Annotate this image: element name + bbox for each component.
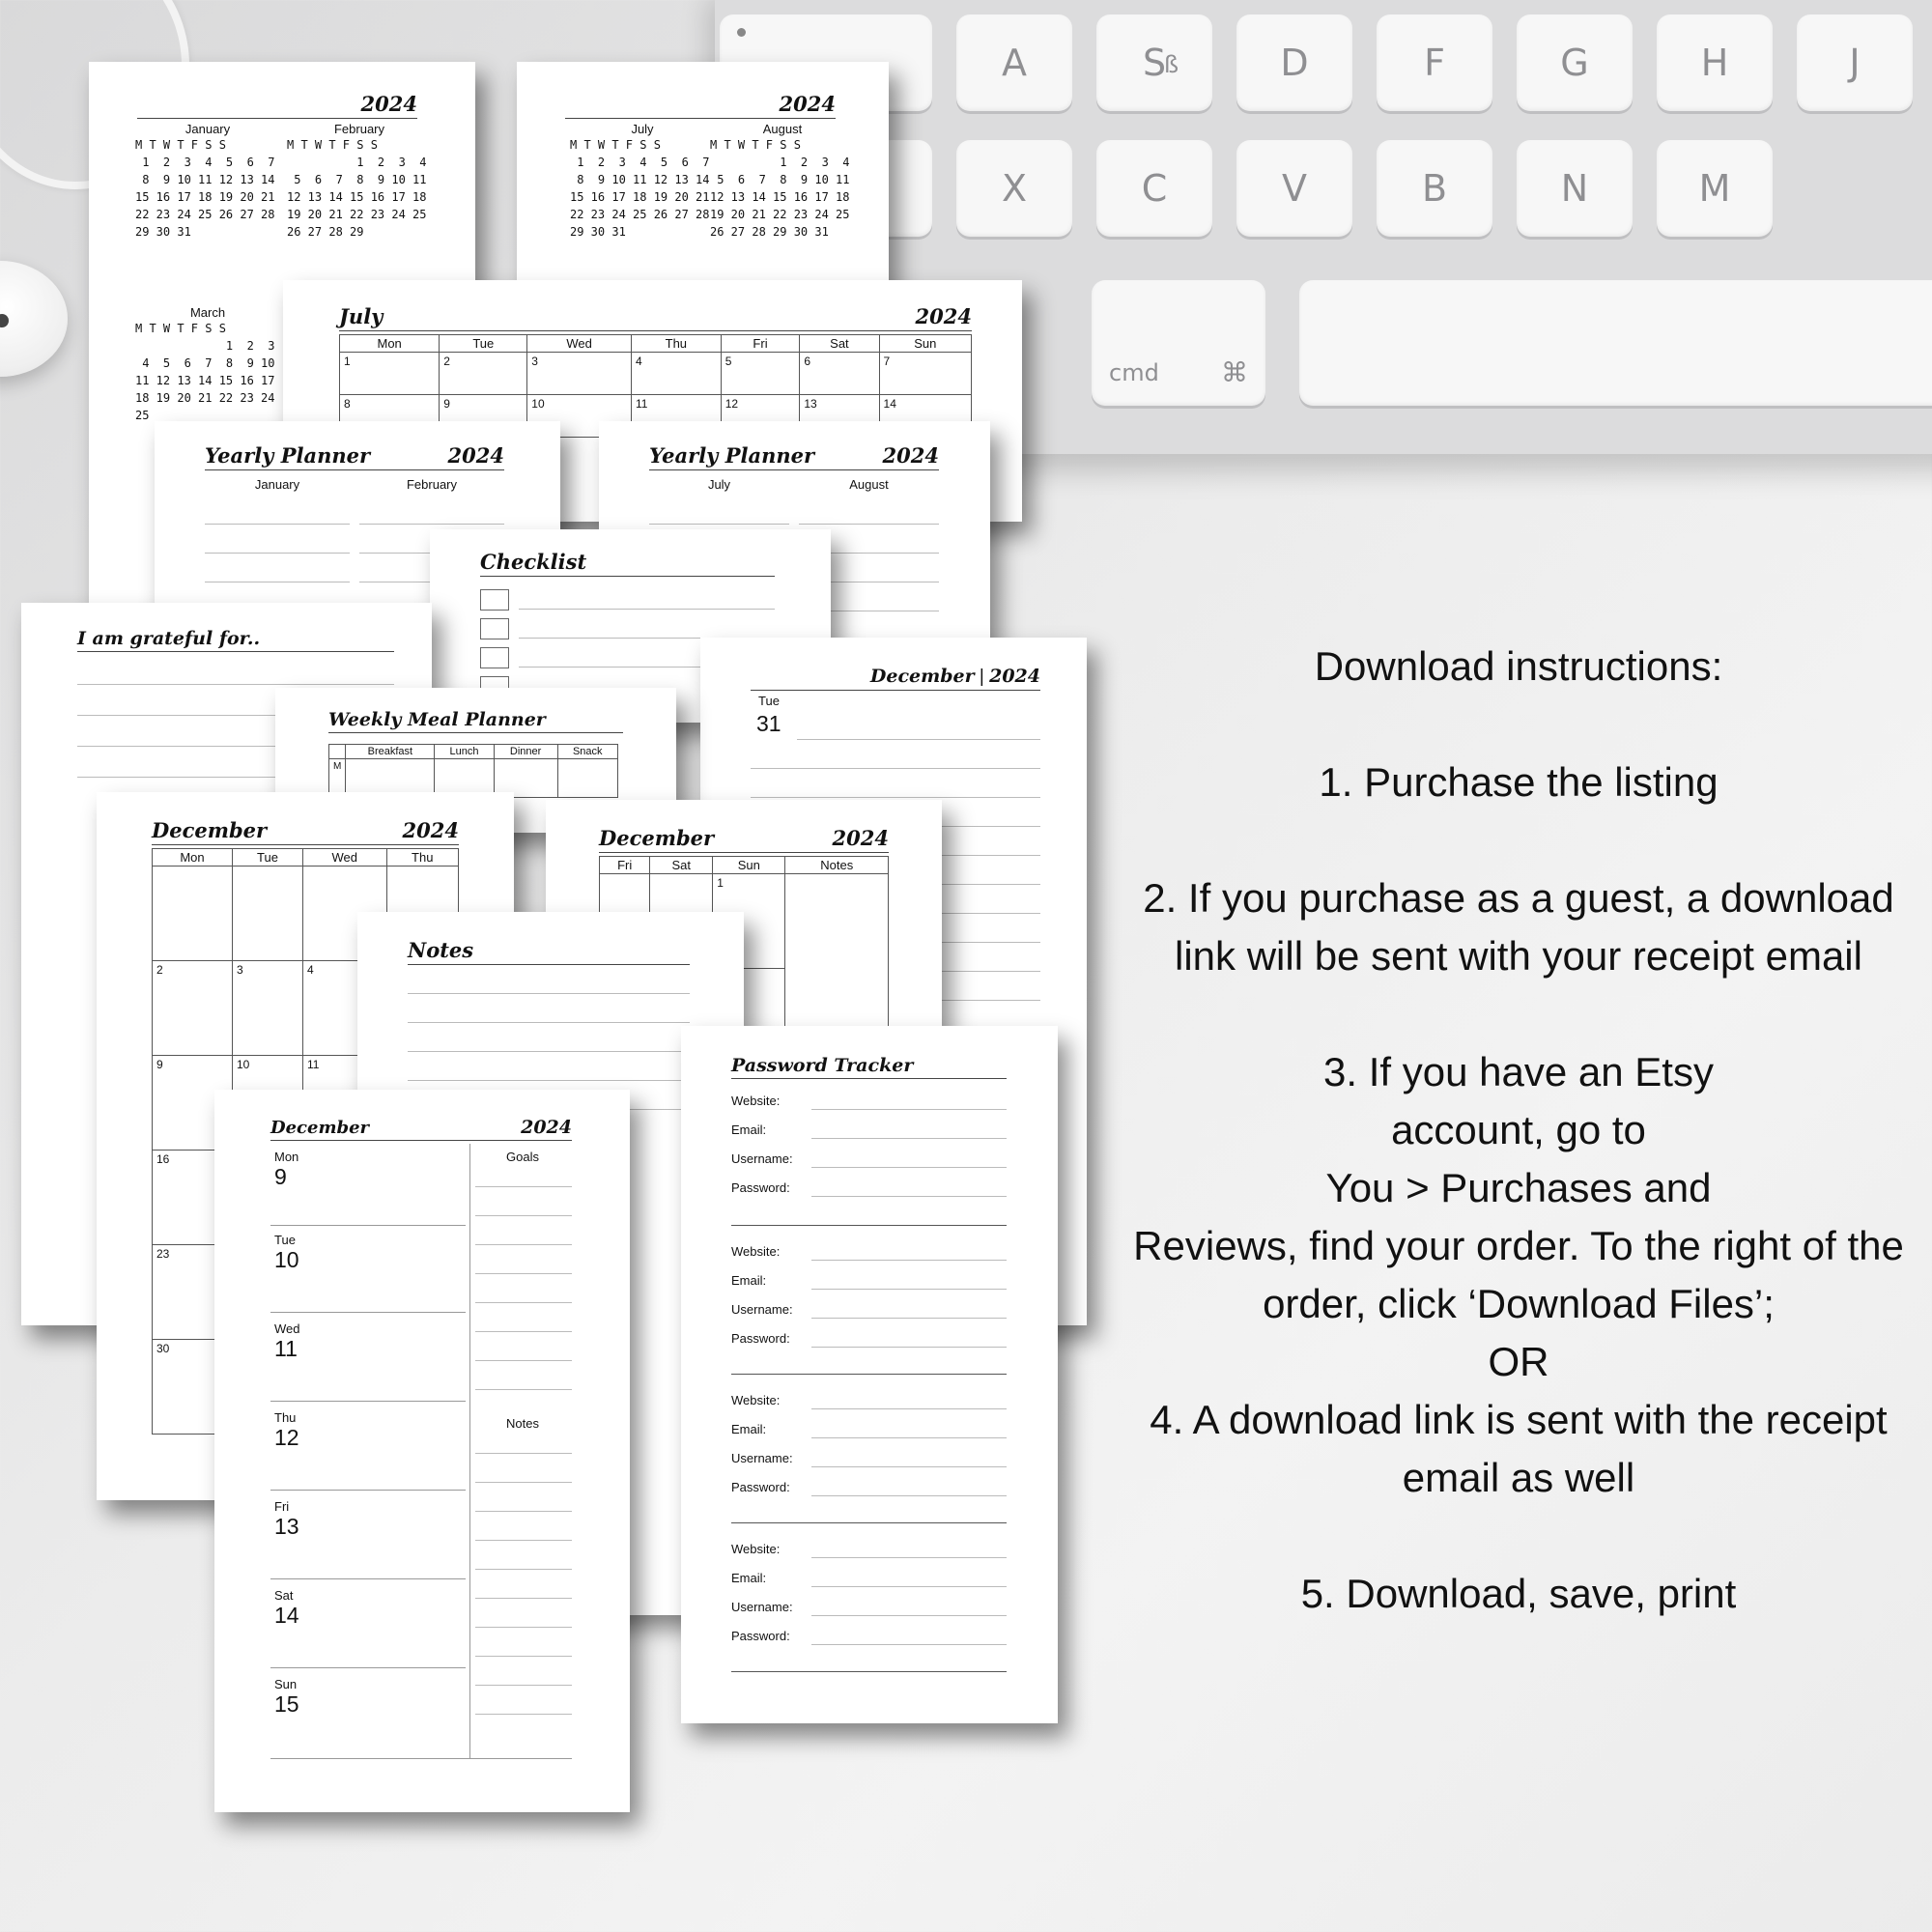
writing-line: [408, 1051, 690, 1052]
key-x: X: [956, 140, 1072, 237]
year-label: 2024: [521, 1117, 572, 1138]
password-label: Password:: [731, 1331, 790, 1346]
weekday-header: Tue: [440, 335, 527, 353]
writing-line: [475, 1714, 572, 1715]
year-calendar-header: [137, 81, 417, 119]
meal-cell: [557, 759, 617, 798]
writing-line: [408, 1022, 690, 1023]
gratitude-title: I am grateful for..: [77, 628, 261, 649]
password-tracker-header: [731, 1045, 1007, 1079]
entry-divider: [731, 1374, 1007, 1375]
writing-line: [811, 1167, 1007, 1168]
password-tracker-page: [681, 1026, 1058, 1723]
mini-week: 5 6 7 8 9 10 11: [710, 173, 850, 186]
key-b: B: [1377, 140, 1492, 237]
gratitude-header: [77, 618, 394, 652]
email-label: Email:: [731, 1273, 767, 1288]
weekday-header: Thu: [631, 335, 721, 353]
mini-month-weekdays: M T W T F S S: [710, 138, 801, 152]
daily-month: December: [869, 666, 975, 687]
daily-separator: |: [979, 667, 984, 687]
weekly-page: [214, 1090, 630, 1812]
day-cell: 9: [153, 1056, 233, 1151]
meal-grid: [328, 744, 618, 798]
year-label: 2024: [402, 818, 459, 842]
instruction-or: OR: [1488, 1339, 1549, 1384]
notes-header: Notes: [785, 857, 889, 874]
caps-led-icon: [737, 28, 746, 37]
weekday-label: Sat: [274, 1588, 294, 1603]
meal-column-snack: Snack: [557, 745, 617, 759]
instruction-step-3-line-2: account, go to: [1391, 1107, 1646, 1152]
writing-line: [408, 1080, 690, 1081]
password-tracker-title: Password Tracker: [731, 1055, 914, 1076]
weekday-header: Sun: [713, 857, 785, 874]
day-cell: [232, 867, 302, 961]
day-cell: 10: [527, 395, 632, 438]
writing-line: [475, 1569, 572, 1570]
website-label: Website:: [731, 1542, 781, 1556]
instruction-step-4: 4. A download link is sent with the receipt email as well: [1150, 1397, 1888, 1500]
instructions-heading: Download instructions:: [1314, 643, 1723, 689]
date-number: 13: [274, 1514, 299, 1539]
weekly-day-wed: [274, 1321, 300, 1362]
instruction-step-2: 2. If you purchase as a guest, a download link will be sent with your receipt email: [1143, 875, 1894, 979]
key-f: F: [1377, 14, 1492, 111]
mini-week: 12 13 14 15 16 17 18: [287, 190, 427, 204]
weekly-day-sat: [274, 1588, 299, 1629]
key-m: M: [1657, 140, 1773, 237]
meal-column-breakfast: Breakfast: [346, 745, 435, 759]
writing-line: [475, 1273, 572, 1274]
date-number: 12: [274, 1425, 299, 1450]
day-cell: 3: [232, 961, 302, 1056]
weekday-label: Wed: [274, 1321, 300, 1336]
weekday-header: Sat: [800, 335, 879, 353]
writing-line: [811, 1318, 1007, 1319]
instruction-step-3-line-1: 3. If you have an Etsy: [1323, 1049, 1714, 1094]
year-calendar-header: [565, 81, 836, 119]
key-n: N: [1517, 140, 1633, 237]
mini-week: 22 23 24 25 26 27 28: [570, 208, 710, 221]
daily-weekday: Tue: [758, 694, 780, 708]
writing-line: [799, 524, 939, 525]
weekly-day-thu: [274, 1410, 299, 1451]
mini-week: 15 16 17 18 19 20 21: [570, 190, 710, 204]
writing-line: [811, 1615, 1007, 1616]
writing-line: [205, 524, 350, 525]
writing-line: [751, 797, 1040, 798]
writing-line: [475, 1598, 572, 1599]
day-divider: [270, 1225, 466, 1226]
mini-week: 5 6 7 8 9 10 11: [287, 173, 427, 186]
writing-line: [811, 1109, 1007, 1110]
writing-line: [475, 1186, 572, 1187]
key-s-sub: ß: [1164, 51, 1179, 78]
key-c: C: [1096, 140, 1212, 237]
mini-week: 26 27 28 29: [287, 225, 364, 239]
mini-week: 8 9 10 11 12 13 14: [570, 173, 710, 186]
website-label: Website:: [731, 1244, 781, 1259]
weekday-label: Mon: [274, 1150, 299, 1164]
notes-header: [408, 929, 690, 965]
weekday-label: Sun: [274, 1677, 298, 1691]
day-cell: 9: [440, 395, 527, 438]
weekday-header: Fri: [721, 335, 800, 353]
date-number: 15: [274, 1691, 299, 1717]
mini-month-weekdays: M T W T F S S: [135, 138, 226, 152]
email-label: Email:: [731, 1571, 767, 1585]
writing-line: [811, 1260, 1007, 1261]
writing-line: [811, 1138, 1007, 1139]
instruction-step-3-line-4: Reviews, find your order. To the right of the order, click ‘Download Files’;: [1133, 1223, 1904, 1326]
key-d: D: [1236, 14, 1352, 111]
mini-week: 1 2 3 4: [710, 156, 850, 169]
mini-week: 18 19 20 21 22 23 24: [135, 391, 275, 405]
month-title: December: [152, 818, 268, 842]
column-divider: [469, 1144, 470, 1758]
meal-column-lunch: Lunch: [435, 745, 494, 759]
yearly-planner-header: [205, 439, 504, 470]
date-number: 14: [274, 1603, 299, 1628]
planner-column-january: January: [254, 477, 300, 492]
meal-planner-title: Weekly Meal Planner: [328, 709, 546, 730]
yearly-planner-header: [649, 439, 939, 470]
entry-divider: [731, 1522, 1007, 1523]
entry-divider: [731, 1671, 1007, 1672]
day-divider: [270, 1490, 466, 1491]
mini-month-title: August: [762, 122, 803, 136]
day-cell: 1: [713, 874, 785, 969]
mini-week: 1 2 3 4: [287, 156, 427, 169]
mini-week: 11 12 13 14 15 16 17: [135, 374, 275, 387]
writing-line: [475, 1302, 572, 1303]
writing-line: [811, 1557, 1007, 1558]
year-label: 2024: [447, 443, 504, 468]
website-label: Website:: [731, 1094, 781, 1108]
writing-line: [649, 524, 789, 525]
mini-week: 25: [135, 409, 150, 422]
earbud: [0, 261, 68, 377]
mini-week: 1 2 3: [135, 339, 275, 353]
writing-line: [811, 1495, 1007, 1496]
mini-month-july: [570, 122, 715, 241]
year-calendar-page-2: [517, 62, 889, 294]
writing-line: [475, 1540, 572, 1541]
year-label: 2024: [360, 92, 417, 116]
weekday-header: Mon: [340, 335, 440, 353]
writing-line: [797, 739, 1040, 740]
mini-month-weekdays: M T W T F S S: [570, 138, 661, 152]
key-s: [1096, 14, 1212, 111]
year-label: 2024: [779, 92, 836, 116]
username-label: Username:: [731, 1302, 793, 1317]
date-number: 11: [274, 1336, 298, 1361]
meal-row-label: M: [329, 759, 346, 798]
meal-planner-header: [328, 701, 623, 733]
day-cell: 4: [631, 353, 721, 395]
weekday-header: Fri: [600, 857, 650, 874]
writing-line: [475, 1656, 572, 1657]
mini-month-title: February: [333, 122, 385, 136]
mini-week: 29 30 31: [570, 225, 626, 239]
writing-line: [475, 1627, 572, 1628]
key-g: G: [1517, 14, 1633, 111]
day-cell: [153, 867, 233, 961]
day-cell: 2: [440, 353, 527, 395]
day-cell: 11: [631, 395, 721, 438]
writing-line: [811, 1586, 1007, 1587]
goals-label: Goals: [506, 1150, 539, 1164]
december-header: [152, 808, 459, 845]
writing-line: [475, 1389, 572, 1390]
writing-line: [811, 1408, 1007, 1409]
writing-line: [811, 1196, 1007, 1197]
checklist-title: Checklist: [480, 550, 587, 574]
year-label: 2024: [989, 666, 1040, 687]
username-label: Username:: [731, 1600, 793, 1614]
weekly-day-mon: [274, 1150, 298, 1190]
writing-line: [475, 1482, 572, 1483]
mini-month-february: [287, 122, 432, 241]
entry-divider: [731, 1225, 1007, 1226]
checkbox-icon: [480, 589, 509, 611]
year-label: 2024: [832, 826, 889, 850]
writing-line: [475, 1511, 572, 1512]
weekday-header: Mon: [153, 849, 233, 867]
instruction-step-1: 1. Purchase the listing: [1319, 759, 1719, 805]
weekly-day-fri: [274, 1499, 299, 1540]
mini-month-march: [135, 305, 280, 424]
writing-line: [475, 1215, 572, 1216]
day-cell: 10: [232, 1056, 302, 1151]
weekday-header: Thu: [386, 849, 459, 867]
day-divider: [270, 1312, 466, 1313]
day-cell: 12: [721, 395, 800, 438]
july-header: [339, 299, 972, 331]
key-space: [1299, 280, 1932, 406]
mini-week: 1 2 3 4 5 6 7: [570, 156, 710, 169]
weekday-header: Wed: [303, 849, 386, 867]
instruction-step-3-line-3: You > Purchases and: [1325, 1165, 1712, 1210]
mini-month-title: July: [631, 122, 654, 136]
daily-month-year: [870, 666, 1040, 688]
key-j: J: [1797, 14, 1913, 111]
mini-week: 22 23 24 25 26 27 28: [135, 208, 275, 221]
weekday-header: Sun: [879, 335, 971, 353]
key-v: V: [1236, 140, 1352, 237]
mini-month-weekdays: M T W T F S S: [135, 322, 226, 335]
day-cell: 1: [340, 353, 440, 395]
planner-column-february: February: [406, 477, 458, 492]
mini-week: 15 16 17 18 19 20 21: [135, 190, 275, 204]
key-s-label: S: [1142, 42, 1167, 84]
writing-line: [811, 1289, 1007, 1290]
mini-month-title: March: [189, 305, 226, 320]
key-a: A: [956, 14, 1072, 111]
weekday-label: Fri: [274, 1499, 290, 1514]
day-cell: 14: [879, 395, 971, 438]
mini-week: 4 5 6 7 8 9 10: [135, 356, 275, 370]
mini-week: 26 27 28 29 30 31: [710, 225, 829, 239]
day-cell: 6: [800, 353, 879, 395]
day-divider: [270, 1667, 466, 1668]
day-cell: 8: [340, 395, 440, 438]
checkbox-icon: [480, 618, 509, 639]
planner-title: Yearly Planner: [649, 443, 815, 468]
mini-week: 8 9 10 11 12 13 14: [135, 173, 275, 186]
username-label: Username:: [731, 1451, 793, 1465]
weekday-header: Tue: [232, 849, 302, 867]
writing-line: [475, 1360, 572, 1361]
email-label: Email:: [731, 1122, 767, 1137]
key-cmd: [1092, 280, 1265, 406]
writing-line: [811, 1347, 1007, 1348]
writing-line: [475, 1453, 572, 1454]
mini-week: 19 20 21 22 23 24 25: [710, 208, 850, 221]
mini-week: 29 30 31: [135, 225, 191, 239]
notes-title: Notes: [408, 938, 474, 962]
username-label: Username:: [731, 1151, 793, 1166]
day-divider: [270, 1758, 572, 1759]
checkbox-icon: [480, 647, 509, 668]
writing-line: [205, 553, 350, 554]
writing-line: [811, 1466, 1007, 1467]
weekly-header: [270, 1109, 572, 1141]
cmd-label: cmd: [1109, 359, 1159, 386]
mini-month-title: January: [185, 122, 231, 136]
cmd-symbol-icon: ⌘: [1221, 356, 1248, 388]
writing-line: [77, 684, 394, 685]
day-cell: 11: [303, 1056, 386, 1151]
day-divider: [270, 1578, 466, 1579]
download-instructions: [1132, 638, 1905, 1681]
weekday-header: Wed: [527, 335, 632, 353]
weekly-day-tue: [274, 1233, 299, 1273]
password-label: Password:: [731, 1180, 790, 1195]
instruction-step-5: 5. Download, save, print: [1300, 1571, 1737, 1616]
writing-line: [475, 1331, 572, 1332]
mini-week: 12 13 14 15 16 17 18: [710, 190, 850, 204]
writing-line: [811, 1644, 1007, 1645]
month-title: December: [270, 1118, 370, 1138]
writing-line: [475, 1685, 572, 1686]
meal-corner: [329, 745, 346, 759]
day-cell: 30: [153, 1340, 233, 1435]
writing-line: [751, 768, 1040, 769]
day-cell: 23: [153, 1245, 233, 1340]
weekly-day-sun: [274, 1677, 299, 1718]
writing-line: [359, 524, 504, 525]
writing-line: [408, 993, 690, 994]
mini-week: 1 2 3 4 5 6 7: [135, 156, 275, 169]
year-label: 2024: [882, 443, 939, 468]
year-label: 2024: [915, 304, 972, 328]
planner-column-july: July: [707, 477, 731, 492]
weekday-label: Thu: [274, 1410, 297, 1425]
password-label: Password:: [731, 1480, 790, 1494]
december-header: [599, 815, 889, 853]
mini-month-january: [135, 122, 280, 241]
key-h: H: [1657, 14, 1773, 111]
day-cell: 7: [879, 353, 971, 395]
daily-header: [751, 657, 1040, 691]
date-number: 9: [274, 1164, 287, 1189]
daily-date: 31: [756, 711, 781, 736]
writing-line: [475, 1244, 572, 1245]
day-cell: 13: [800, 395, 879, 438]
checklist-header: [480, 545, 775, 577]
mini-week: 19 20 21 22 23 24 25: [287, 208, 427, 221]
day-cell: 2: [153, 961, 233, 1056]
weekday-header: Sat: [650, 857, 713, 874]
mini-month-weekdays: M T W T F S S: [287, 138, 378, 152]
day-cell: 5: [721, 353, 800, 395]
month-title: December: [599, 826, 715, 850]
day-divider: [270, 1401, 466, 1402]
notes-label: Notes: [506, 1416, 539, 1431]
writing-line: [519, 609, 775, 610]
writing-line: [811, 1437, 1007, 1438]
planner-column-august: August: [849, 477, 889, 492]
weekday-label: Tue: [274, 1233, 296, 1247]
mini-month-august: [710, 122, 855, 241]
day-cell: 3: [527, 353, 632, 395]
day-cell: 4: [303, 961, 386, 1056]
planner-title: Yearly Planner: [205, 443, 371, 468]
date-number: 10: [274, 1247, 299, 1272]
website-label: Website:: [731, 1393, 781, 1407]
meal-column-dinner: Dinner: [494, 745, 557, 759]
month-title: July: [339, 304, 384, 328]
email-label: Email:: [731, 1422, 767, 1436]
password-label: Password:: [731, 1629, 790, 1643]
day-cell: 16: [153, 1151, 233, 1245]
